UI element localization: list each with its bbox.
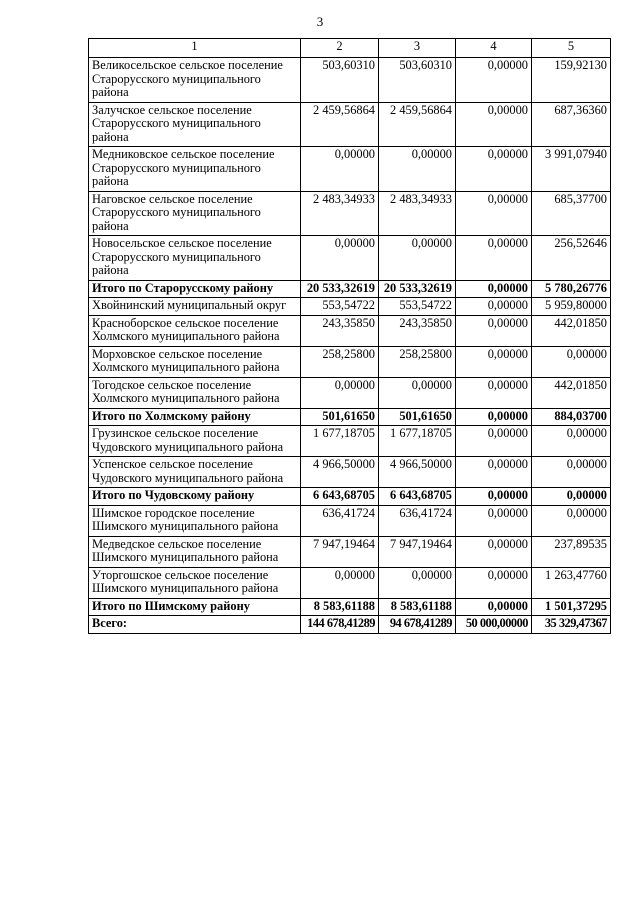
row-col4-cell: 0,00000 <box>456 236 532 281</box>
row-col2-cell: 258,25800 <box>301 346 379 377</box>
row-col4-cell: 0,00000 <box>456 505 532 536</box>
row-col5-cell: 0,00000 <box>532 488 611 506</box>
row-col3-cell: 2 483,34933 <box>379 191 456 236</box>
table-row <box>89 315 611 346</box>
table-row <box>89 505 611 536</box>
row-name-cell: Великосельское сельское поселение Старорусского муниципального района <box>89 58 301 103</box>
budget-table <box>88 38 611 634</box>
row-col3-cell: 8 583,61188 <box>379 598 456 616</box>
row-name-cell: Красноборское сельское поселение Холмского муниципального района <box>89 315 301 346</box>
table-row <box>89 426 611 457</box>
row-col5-cell: 685,37700 <box>532 191 611 236</box>
row-col4-cell: 0,00000 <box>456 102 532 147</box>
row-col4-cell: 0,00000 <box>456 426 532 457</box>
row-col3-cell: 258,25800 <box>379 346 456 377</box>
row-col2-cell: 0,00000 <box>301 377 379 408</box>
row-col2-cell: 8 583,61188 <box>301 598 379 616</box>
row-col4-cell: 0,00000 <box>456 408 532 426</box>
row-col3-cell: 0,00000 <box>379 236 456 281</box>
row-col5-cell: 159,92130 <box>532 58 611 103</box>
row-col5-cell: 237,89535 <box>532 536 611 567</box>
row-col5-cell: 0,00000 <box>532 457 611 488</box>
grand-total-col2: 144 678,41289 <box>301 616 379 634</box>
row-col2-cell: 503,60310 <box>301 58 379 103</box>
row-col3-cell: 6 643,68705 <box>379 488 456 506</box>
row-col2-cell: 636,41724 <box>301 505 379 536</box>
row-col3-cell: 0,00000 <box>379 147 456 192</box>
row-col3-cell: 636,41724 <box>379 505 456 536</box>
table-row <box>89 147 611 192</box>
row-col2-cell: 553,54722 <box>301 298 379 316</box>
row-col4-cell: 0,00000 <box>456 567 532 598</box>
row-col2-cell: 2 459,56864 <box>301 102 379 147</box>
row-col3-cell: 0,00000 <box>379 377 456 408</box>
table-row <box>89 191 611 236</box>
table-row <box>89 377 611 408</box>
row-col4-cell: 0,00000 <box>456 191 532 236</box>
row-col5-cell: 1 501,37295 <box>532 598 611 616</box>
row-col3-cell: 20 533,32619 <box>379 280 456 298</box>
row-name-cell: Итого по Чудовскому району <box>89 488 301 506</box>
row-name-cell: Успенское сельское поселение Чудовского муниципального района <box>89 457 301 488</box>
row-name-cell: Морховское сельское поселение Холмского муниципального района <box>89 346 301 377</box>
grand-total-row <box>89 616 611 634</box>
grand-total-col3: 94 678,41289 <box>379 616 456 634</box>
grand-total-label: Всего: <box>89 616 301 634</box>
row-col3-cell: 7 947,19464 <box>379 536 456 567</box>
row-col4-cell: 0,00000 <box>456 598 532 616</box>
row-col4-cell: 0,00000 <box>456 280 532 298</box>
row-col2-cell: 501,61650 <box>301 408 379 426</box>
row-name-cell: Грузинское сельское поселение Чудовского муниципального района <box>89 426 301 457</box>
row-name-cell: Итого по Холмскому району <box>89 408 301 426</box>
row-name-cell: Медниковское сельское поселение Старорусского муниципального района <box>89 147 301 192</box>
row-name-cell: Залучское сельское поселение Старорусского муниципального района <box>89 102 301 147</box>
row-col2-cell: 4 966,50000 <box>301 457 379 488</box>
row-col3-cell: 243,35850 <box>379 315 456 346</box>
row-name-cell: Новосельское сельское поселение Старорусского муниципального района <box>89 236 301 281</box>
row-name-cell: Хвойнинский муниципальный округ <box>89 298 301 316</box>
row-col3-cell: 0,00000 <box>379 567 456 598</box>
row-col5-cell: 884,03700 <box>532 408 611 426</box>
row-col2-cell: 7 947,19464 <box>301 536 379 567</box>
column-header: 1 <box>89 39 301 58</box>
row-name-cell: Итого по Старорусскому району <box>89 280 301 298</box>
row-col5-cell: 3 991,07940 <box>532 147 611 192</box>
row-name-cell: Наговское сельское поселение Старорусского муниципального района <box>89 191 301 236</box>
column-header: 4 <box>456 39 532 58</box>
row-col4-cell: 0,00000 <box>456 315 532 346</box>
page-number: 3 <box>316 14 324 29</box>
row-col4-cell: 0,00000 <box>456 58 532 103</box>
row-col5-cell: 0,00000 <box>532 426 611 457</box>
row-col4-cell: 0,00000 <box>456 147 532 192</box>
row-col5-cell: 687,36360 <box>532 102 611 147</box>
row-col3-cell: 503,60310 <box>379 58 456 103</box>
row-col5-cell: 5 780,26776 <box>532 280 611 298</box>
row-col2-cell: 6 643,68705 <box>301 488 379 506</box>
row-name-cell: Итого по Шимскому району <box>89 598 301 616</box>
row-col3-cell: 4 966,50000 <box>379 457 456 488</box>
row-name-cell: Медведское сельское поселение Шимского муниципального района <box>89 536 301 567</box>
row-col3-cell: 2 459,56864 <box>379 102 456 147</box>
row-col5-cell: 0,00000 <box>532 505 611 536</box>
subtotal-row <box>89 488 611 506</box>
table-row <box>89 58 611 103</box>
row-col2-cell: 1 677,18705 <box>301 426 379 457</box>
row-col3-cell: 501,61650 <box>379 408 456 426</box>
grand-total-col4: 50 000,00000 <box>456 616 532 634</box>
table-row <box>89 236 611 281</box>
row-col4-cell: 0,00000 <box>456 488 532 506</box>
row-col2-cell: 2 483,34933 <box>301 191 379 236</box>
row-col3-cell: 553,54722 <box>379 298 456 316</box>
table-row <box>89 298 611 316</box>
grand-total-col5: 35 329,47367 <box>532 616 611 634</box>
column-header: 5 <box>532 39 611 58</box>
table-row <box>89 102 611 147</box>
column-header: 3 <box>379 39 456 58</box>
row-name-cell: Уторгошское сельское поселение Шимского муниципального района <box>89 567 301 598</box>
row-col3-cell: 1 677,18705 <box>379 426 456 457</box>
row-col4-cell: 0,00000 <box>456 457 532 488</box>
row-col2-cell: 0,00000 <box>301 147 379 192</box>
table-row <box>89 346 611 377</box>
table-row <box>89 567 611 598</box>
row-col5-cell: 0,00000 <box>532 346 611 377</box>
row-col5-cell: 442,01850 <box>532 377 611 408</box>
row-col2-cell: 0,00000 <box>301 567 379 598</box>
row-name-cell: Тогодское сельское поселение Холмского муниципального района <box>89 377 301 408</box>
row-col4-cell: 0,00000 <box>456 346 532 377</box>
header-row <box>89 39 611 58</box>
row-col2-cell: 20 533,32619 <box>301 280 379 298</box>
row-col5-cell: 1 263,47760 <box>532 567 611 598</box>
subtotal-row <box>89 598 611 616</box>
table-row <box>89 457 611 488</box>
row-col5-cell: 256,52646 <box>532 236 611 281</box>
row-col2-cell: 0,00000 <box>301 236 379 281</box>
row-col5-cell: 442,01850 <box>532 315 611 346</box>
table-body <box>89 58 611 616</box>
row-col4-cell: 0,00000 <box>456 298 532 316</box>
row-col4-cell: 0,00000 <box>456 377 532 408</box>
row-name-cell: Шимское городское поселение Шимского муниципального района <box>89 505 301 536</box>
subtotal-row <box>89 408 611 426</box>
subtotal-row <box>89 280 611 298</box>
row-col5-cell: 5 959,80000 <box>532 298 611 316</box>
column-header: 2 <box>301 39 379 58</box>
row-col2-cell: 243,35850 <box>301 315 379 346</box>
table-row <box>89 536 611 567</box>
row-col4-cell: 0,00000 <box>456 536 532 567</box>
